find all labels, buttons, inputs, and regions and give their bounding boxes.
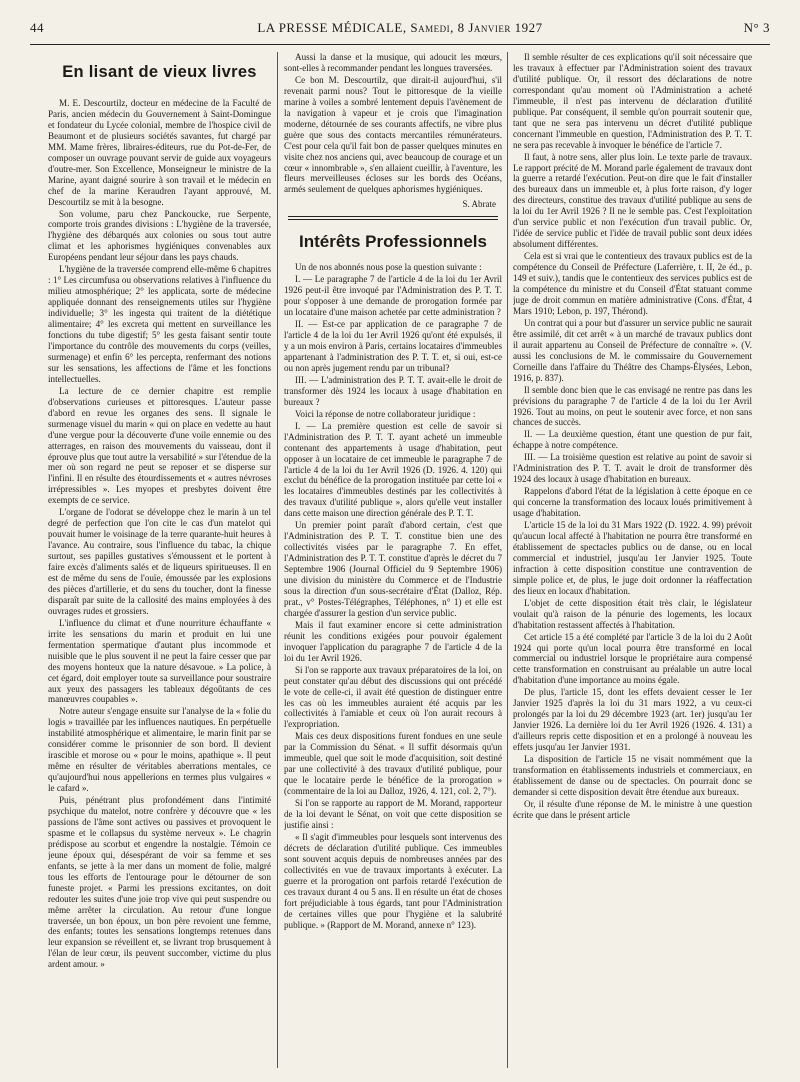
column-3: [513, 52, 752, 1068]
column-divider: [277, 52, 278, 1068]
paragraph: Aussi la danse et la musique, qui adoucit les mœurs, sont-elles à recommander pendant les longues traversées.: [284, 52, 502, 73]
running-title: LA PRESSE MÉDICALE, Samedi, 8 Janvier 1927: [257, 20, 543, 35]
paragraph: Il semble donc bien que le cas envisagé ne rentre pas dans les prévisions du paragraphe 7 de l'article 4 de la loi du 1er Avril 1926. Tout au moins, on peut le soutenir avec force, et non sans chances de succès.: [513, 384, 752, 428]
section-divider: [288, 216, 498, 220]
paragraph: La lecture de ce dernier chapitre est remplie d'observations curieuses et pittoresques. L'auteur passe d'abord en revue les organes des sens. Il signale le surmenage visuel du marin « qui on place en vedette au haut d'une vergue pour la découverte d'une voile ennemie ou des atterrages, en raison des mouvements du vaisseau, dont il éprouve plus que tout autre la versabilité » sur l'étendue de la mer où son regard ne peut se reposer et se disperse sur l'infini. Il en résulte des étourdissements et « autres névroses irrépressibles ». Les myopes et presbytes doivent être exempts de ce service.: [48, 385, 271, 506]
paragraph: Un de nos abonnés nous pose la question suivante :: [295, 262, 482, 273]
paragraph: Cela est si vrai que le contentieux des travaux publics est de la compétence du Conseil de Préfecture (Laferrière, t. II, 2e éd., p. 149 et suiv.), tandis que le contentieux des services publics est de la compétence du ministre et du Conseil d'État statuant comme juge de droit commun en matière administrative (Cons. d'État, 4 Mars 1910; Lebon, p. 197, Thérond).: [513, 251, 752, 316]
paragraph: Un premier point paraît d'abord certain, c'est que l'Administration des P. T. T. constitue bien une des collectivités visées par le paragraphe 7. En effet, l'Administration des P. T. T. constitue d'après le décret du 7 Septembre 1906 (Journal Officiel du 9 Septembre 1906) une division du ministère du Commerce et de l'Industrie sous la direction d'un sous-secrétaire d'État (Dalloz, Rép. prat., v° Postes-Télégraphes, Téléphones, n° 1) et elle est chargée d'assurer la gestion d'un service public.: [284, 520, 502, 618]
paragraph: La disposition de l'article 15 ne visait nommément que la transformation en établissements industriels et commerciaux, en établissement de danse ou de spectacles. On pourrait donc se demander si cette disposition devait être étendue aux bureaux.: [513, 754, 752, 797]
article-title-vieux-livres: En lisant de vieux livres: [62, 63, 257, 81]
paragraph: I. — La première question est celle de savoir si l'Administration des P. T. T. ayant acheté un immeuble contenant des appartements à usage d'habitation, peut opposer à un locataire de cet immeuble le paragraphe 7 de l'article 4 de la loi du 1er Avril 1926 (D. 1926. 4. 120) qui exclut du bénéfice de la prorogation instituée par cette loi « les locataires d'immeubles destinés par les collectivités à des travaux d'utilité publique », alors qu'elle veut installer dans cette maison une direction générale des P. T. T.: [284, 420, 502, 519]
paragraph: Or, il résulte d'une réponse de M. le ministre à une question écrite que dans le présent article: [513, 798, 752, 820]
article-title-interets: Intérêts Professionnels: [298, 232, 487, 252]
page-header: [30, 20, 770, 42]
paragraph: Mais ces deux dispositions furent fondues en une seule par la Commission du Sénat. « Il suffit désormais qu'un immeuble, quel que soit le mode d'acquisition, soit destiné par une collectivité à des travaux d'utilité publique, pour que le locataire perde le bénéfice de la prorogation » (commentaire de la loi au Dalloz, 1926, 4. 121, col. 2, 7°).: [284, 731, 502, 797]
column-2: [284, 52, 502, 1068]
paragraph: M. E. Descourtilz, docteur en médecine de la Faculté de Paris, ancien médecin du Gouvernement à Saint-Domingue et fondateur du Lycée colonial, membre de l'hospice civil de Beaumont et de plusieurs sociétés savantes, fut chargé par MM. Mame frères, libraires-éditeurs, rue du Pot-de-Fer, de composer un ouvrage pouvant servir de guide aux voyageurs d'outre-mer. Son Excellence, Monseigneur le ministre de la Marine, ayant daigné sourire à son travail et le médecin en chef de la marine Keraudren l'ayant approuvé, M. Descourtilz se mit à la besogne.: [48, 98, 271, 207]
paragraph: I. — Le paragraphe 7 de l'article 4 de la loi du 1er Avril 1926 peut-il être invoqué par l'Administration des P. T. T. pour s'opposer à une demande de prorogation formée par un locataire d'une maison achetée par cette administration ?: [284, 274, 502, 318]
paragraph: Il semble résulter de ces explications qu'il soit nécessaire que les travaux à effectuer par l'Administration soient des travaux d'utilité publique. Or, il ressort des déclarations de notre correspondant qu'au moment où l'Administration a acheté l'immeuble, il n'est pas intervenu de déclaration d'utilité publique. Par conséquent, il semble qu'on pourrait soutenir que, tant que ne sera pas intervenu un décret d'utilité publique concernant l'immeuble en question, l'Administration des P. T. T. ne sera pas recevable à invoquer le bénéfice de l'article 7.: [513, 52, 752, 150]
paragraph: Mais il faut examiner encore si cette administration réunit les conditions exigées pour pouvoir également invoquer l'application du paragraphe 7 de l'article 4 de la loi du 1er Avril 1926.: [284, 619, 502, 663]
paragraph: L'article 15 de la loi du 31 Mars 1922 (D. 1922. 4. 99) prévoit qu'aucun local affecté à l'habitation ne pourra être transformé en établissement de spectacles publics ou de danse, ou en local commercial et industriel, jusqu'au 1er Janvier 1925. Toute infraction à cette disposition constitue une contravention de simple police et, de plus, le juge doit ordonner la réaffectation des lieux en locaux d'habitation.: [513, 520, 752, 596]
issue-number: N° 3: [743, 20, 770, 35]
paragraph: II. — Est-ce par application de ce paragraphe 7 de l'article 4 de la loi du 1er Avril 1926 qu'ont été expulsés, il y a un mois environ à Paris, certains locataires d'immeubles appartenant à l'administration des P. T. T. et, si oui, est-ce ou non après jugement rendu par un tribunal?: [284, 319, 502, 373]
paragraph: III. — L'administration des P. T. T. avait-elle le droit de transformer dès 1924 les locaux à usage d'habitation en bureaux ?: [284, 374, 502, 407]
page-number: 44: [30, 20, 44, 35]
paragraph: Un contrat qui a pour but d'assurer un service public ne saurait être assimilé, dit cet arrêt « à un marché de travaux publics dont il aurait appartenu au Conseil de Préfecture de connaître ». (V. aussi les conclusions de M. le commissaire du Gouvernement Corneille dans l'affaire du Théâtre des Champs-Élysées, Lebon, 1916, p. 837).: [513, 317, 752, 383]
paragraph: II. — La deuxième question, étant une question de pur fait, échappe à notre compétence.: [513, 429, 752, 451]
paragraph: Notre auteur s'engage ensuite sur l'analyse de la « folie du logis » travaillée par les influences nautiques. En perpétuelle instabilité atmosphérique et alimentaire, le marin finit par se considérer comme le prisonnier de son bord. Il devient irascible et morose ou « pour le moins, apathique ». Il peut même en résulter de véritables aberrations mentales, ce qu'aujourd'hui nous appellerions en termes plus vulgaires « le cafard ».: [48, 706, 271, 794]
paragraph: « Il s'agit d'immeubles pour lesquels sont intervenus des décrets de déclaration d'utilité publique. Ces immeubles sont souvent acquis depuis de nombreuses années par des collectivités en vue de travaux importants à exécuter. La guerre et la prorogation ont parfois retardé l'exécution de ces travaux durant 4 ou 5 ans. Il en résulte un état de choses fort préjudiciable à tous égards, tant pour l'Administration de certaines villes que pour l'hygiène et la salubrité publique. » (Rapport de M. Morand, annexe n° 123).: [284, 831, 502, 930]
column-1: [48, 52, 271, 1068]
paragraph: Cet article 15 a été complété par l'article 3 de la loi du 2 Août 1924 qui porte qu'un local pourra être transformé en local commercial ou industriel lorsque le propriétaire aura compensé cette transformation en construisant au préalable un autre local d'habitation d'une importance au moins égale.: [513, 631, 752, 686]
paragraph: De plus, l'article 15, dont les effets devaient cesser le 1er Janvier 1925 d'après la loi du 31 mars 1922, a vu ceux-ci prolongés par la loi du 29 décembre 1923 (art. 1er) jusqu'au 1er Janvier 1926. La dernière loi du 1er Avril 1926 (1926. 4. 131) a d'ailleurs repris cette disposition et en a prolongé à nouveau les effets jusqu'au 1er Janvier 1931.: [513, 687, 752, 753]
paragraph: Si l'on se rapporte au rapport de M. Morand, rapporteur de la loi devant le Sénat, on voit que cette disposition se justifie ainsi :: [284, 798, 502, 830]
header-rule: [30, 44, 770, 45]
paragraph: III. — La troisième question est relative au point de savoir si l'Administration des P. T. T. avait le droit de transformer dès 1924 des locaux à usage d'habitation en bureaux.: [513, 452, 752, 485]
paragraph: L'objet de cette disposition était très clair, le législateur voulait qu'à raison de la pénurie des logements, les locaux d'habitation restassent affectés à l'habitation.: [513, 597, 752, 630]
article-signature: S. Abrate: [462, 199, 496, 210]
paragraph: L'influence du climat et d'une nourriture échauffante « irrite les sensations du marin et produit en lui une fermentation spermatique d'autant plus incommode et nuisible que le plus souvent il ne peut la faire cesser que par des moyens honteux que la nature désavoue. » La police, à cet égard, doit employer toute sa surveillance pour soustraire aux yeux des passagers les tableaux dégoûtants de ces manœuvres coupables ».: [48, 617, 271, 705]
paragraph: Voici la réponse de notre collaborateur juridique :: [295, 408, 476, 419]
paragraph: Il faut, à notre sens, aller plus loin. Le texte parle de travaux. Le rapport précité de M. Morand parle également de travaux dont la guerre a retardé l'exécution. Peut-on dire que le fait d'installer des bureaux dans un immeuble et, à plus forte raison, d'y loger des directeurs, constitue des travaux d'utilité publique au sens de la loi du 1er Avril 1926 ? Il ne le semble pas. C'est l'exploitation d'un service public et non l'exécution d'un travail public. Or, l'idée de service public et l'idée de travail public sont deux idées absolument différentes.: [513, 151, 752, 250]
paragraph: Rappelons d'abord l'état de la législation à cette époque en ce qui concerne la transformation des locaux loués primitivement à usage d'habitation.: [513, 486, 752, 519]
column-divider: [507, 52, 508, 1068]
paragraph: Puis, pénétrant plus profondément dans l'intimité psychique du matelot, notre confrère y découvre que « les passions de l'âme sont actives ou passives et provoquent le spasme et le collapsus du système nerveux ». Le chagrin prédispose au scorbut et engendre la nostalgie. Témoin ce jeune époux qui, désespérant de voir sa femme et ses enfants, se jette à la mer dans un moment de folie, malgré tous les efforts de l'entourage pour le détourner de son funeste projet. « Parmi les pressions excitantes, on doit redouter les suites d'une joie trop vive qui peut suspendre ou même arrêter la circulation. Au retour d'une longue traversée, un bon époux, un bon père revoient une femme, des enfants; toutes les sensations longtemps retenues dans leur expansion se réveillent et, se livrant trop brusquement à l'élan de leur cœur, ils peuvent succomber, victime du plus ardent amour. »: [48, 795, 271, 970]
paragraph: L'hygiène de la traversée comprend elle-même 6 chapitres : 1° Les circumfusa ou observations relatives à l'influence du milieu atmosphérique; 2° les applicata, sorte de médecine appliquée donnant des renseignements utiles sur l'hygiène individuelle; 3° les ingesta qui traitent de la diététique alimentaire; 4° les excreta qui mettent en surveillance les fonctions du tube digestif; 5° les gesta faisant sentir toute l'importance du contrôle des mouvements du corps (veilles, surmenage) et enfin 6° les percepta, renfermant des notions sur les sensations, les affections de l'âme et les fonctions intellectuelles.: [48, 264, 271, 384]
paragraph: L'organe de l'odorat se développe chez le marin à un tel degré de perfection que l'on cite le cas d'un matelot qui pouvait humer le voisinage de la terre quarante-huit heures à l'avance. Au contraire, sous l'influence du tabac, la chique surtout, ses papilles gustatives s'émoussent et le portent à faire excès d'aliments salés et de liqueurs spiritueuses. Il en est de même du sens de l'ouïe, émoussée par les explosions des pièces d'artillerie, et du sens du toucher, dont la finesse disparaît par suite de la callosité des mains employées à des ouvrages rudes et grossiers.: [48, 507, 271, 616]
paragraph: Son volume, paru chez Panckoucke, rue Serpente, comporte trois grandes divisions : L'hygiène de la traversée, l'hygiène des débarqués aux colonies ou sous tout autre climat et les aphorismes hygiéniques convenables aux Européens pendant leur séjour dans les pays chauds.: [48, 208, 271, 263]
paragraph: Ce bon M. Descourtilz, que dirait-il aujourd'hui, s'il revenait parmi nous? Tout le pittoresque de la vieille marine à voiles a sombré lentement depuis l'avènement de la navigation à vapeur et je crois que l'imagination moderne, détournée de ses courants affectifs, ne vibre plus guère que sous des contacts mercantiles rémunérateurs. C'est pour cela qu'il fait bon de passer quelques minutes en visite chez nos anciens qui, avec beaucoup de courage et un cœur « innombrable », s'en allaient cueillir, à l'aventure, les fleurs merveilleuses écloses sur les bords des Océans, armés seulement de quelques aphorismes hygiéniques.: [284, 74, 502, 195]
paragraph: Si l'on se rapporte aux travaux préparatoires de la loi, on peut constater qu'au début des discussions qui ont précédé le vote de celle-ci, il avait été question de distinguer entre les cas où les immeubles auraient été acquis par les collectivités à l'amiable et ceux où l'on aurait recours à l'expropriation.: [284, 664, 502, 730]
